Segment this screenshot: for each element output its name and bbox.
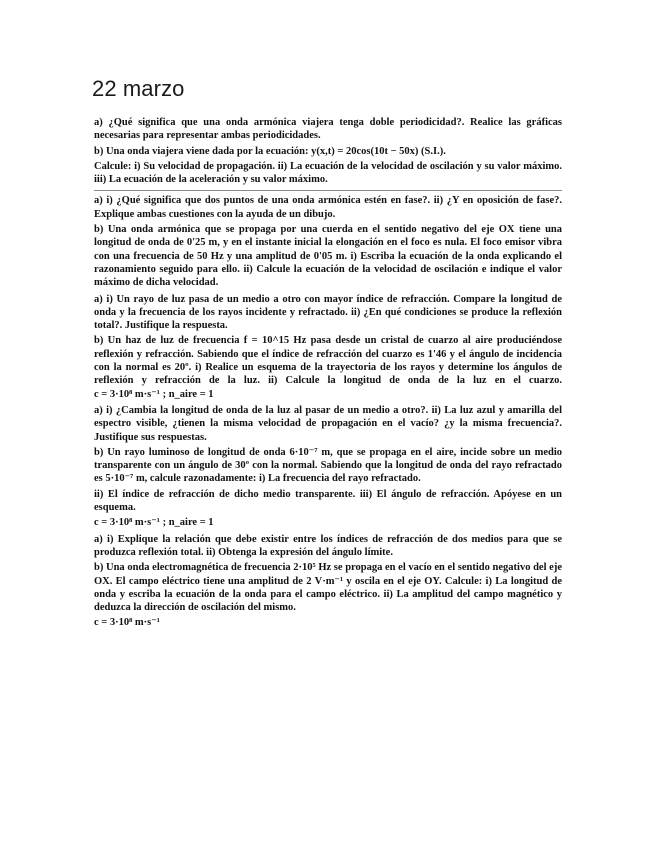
question-block-4 xyxy=(94,404,562,530)
question-5a: a) i) Explique la relación que debe existir entre los índices de refracción de dos medios para que se produzca reflexión total. ii) Obtenga la expresión del ángulo límite. xyxy=(94,533,562,558)
question-block-5 xyxy=(94,533,562,630)
page-title: 22 marzo xyxy=(92,76,185,101)
question-1a: a) ¿Qué significa que una onda armónica viajera tenga doble periodicidad?. Realice las gráficas necesarias para representar ambas periodicidades. xyxy=(94,117,562,142)
question-5b: b) Una onda electromagnética de frecuencia 2·10⁵ Hz se propaga en el vacío en el sentido negativo del eje OX. El campo eléctrico tiene una amplitud de 2 V·m⁻¹ y oscila en el eje OY. Calcule: i) La longitud de onda y escriba la ecuación de la onda para el campo eléctrico. ii) La amplitud del campo magnético y deduzca la dirección de oscilación del mismo. xyxy=(94,562,562,614)
section-divider xyxy=(94,190,562,191)
question-block-2 xyxy=(94,194,562,289)
question-3a: a) i) Un rayo de luz pasa de un medio a otro con mayor índice de refracción. Compare la longitud de onda y la frecuencia de los rayos incidente y refractado. ii) ¿En qué condiciones se produce la reflexión total?. Justifique la respuesta. xyxy=(94,293,562,332)
question-3b xyxy=(94,334,562,400)
question-4a: a) i) ¿Cambia la longitud de onda de la luz al pasar de un medio a otro?. ii) La luz azul y amarilla del espectro visible, ¿tienen la misma velocidad de propagación en el vacío? ¿y la misma frecuencia?. Justifique sus respuestas. xyxy=(94,404,562,443)
question-2a: a) i) ¿Qué significa que dos puntos de una onda armónica estén en fase?. ii) ¿Y en oposición de fase?. Explique ambas cuestiones con la ayuda de un dibujo. xyxy=(94,195,562,220)
question-block-3 xyxy=(94,293,562,401)
question-4b-data: c = 3·10⁸ m·s⁻¹ ; n_aire = 1 xyxy=(94,517,214,529)
question-1-calc: Calcule: i) Su velocidad de propagación. ii) La ecuación de la velocidad de oscilación y su valor máximo. iii) La ecuación de la aceleración y su valor máximo. xyxy=(94,160,562,186)
question-1b: b) Una onda viajera viene dada por la ecuación: y(x,t) = 20cos(10t − 50x) (S.I.). xyxy=(94,145,446,157)
question-5b-data: c = 3·10⁸ m·s⁻¹ xyxy=(94,617,160,629)
question-4b-cont: ii) El índice de refracción de dicho medio transparente. iii) El ángulo de refracción. Apóyese en un esquema. xyxy=(94,488,562,514)
question-4b: b) Un rayo luminoso de longitud de onda 6·10⁻⁷ m, que se propaga en el aire, incide sobre un medio transparente con un ángulo de 30º con la normal. Sabiendo que la longitud de onda del rayo refractado es 5·10⁻⁷ m, calcule razonadamente: i) La frecuencia del rayo refractado. xyxy=(94,446,562,485)
question-3b-text: b) Un haz de luz de frecuencia f = 10^15 Hz pasa desde un cristal de cuarzo al aire produciéndose reflexión y refracción. Sabiendo que el índice de refracción del cuarzo es 1'46 y el ángulo de incidencia con la normal es 20º. i) Realice un esquema de la trayectoria de los rayos y determine los ángulos de reflexión y refracción de la luz. ii) Calcule la longitud de onda de la luz en el cuarzo. xyxy=(94,335,562,387)
question-3b-data: c = 3·10⁸ m·s⁻¹ ; n_aire = 1 xyxy=(94,388,214,400)
document-body xyxy=(94,116,562,632)
question-block-1 xyxy=(94,116,562,186)
question-2b: b) Una onda armónica que se propaga por una cuerda en el sentido negativo del eje OX tiene una longitud de onda de 0'25 m, y en el instante inicial la elongación en el foco es nula. El foco emisor vibra con una frecuencia de 50 Hz y una amplitud de 0'05 m. i) Escriba la ecuación de la onda explicando el razonamiento seguido para ello. ii) Calcule la ecuación de la velocidad de oscilación e indique el valor máximo de dicha velocidad. xyxy=(94,224,562,289)
